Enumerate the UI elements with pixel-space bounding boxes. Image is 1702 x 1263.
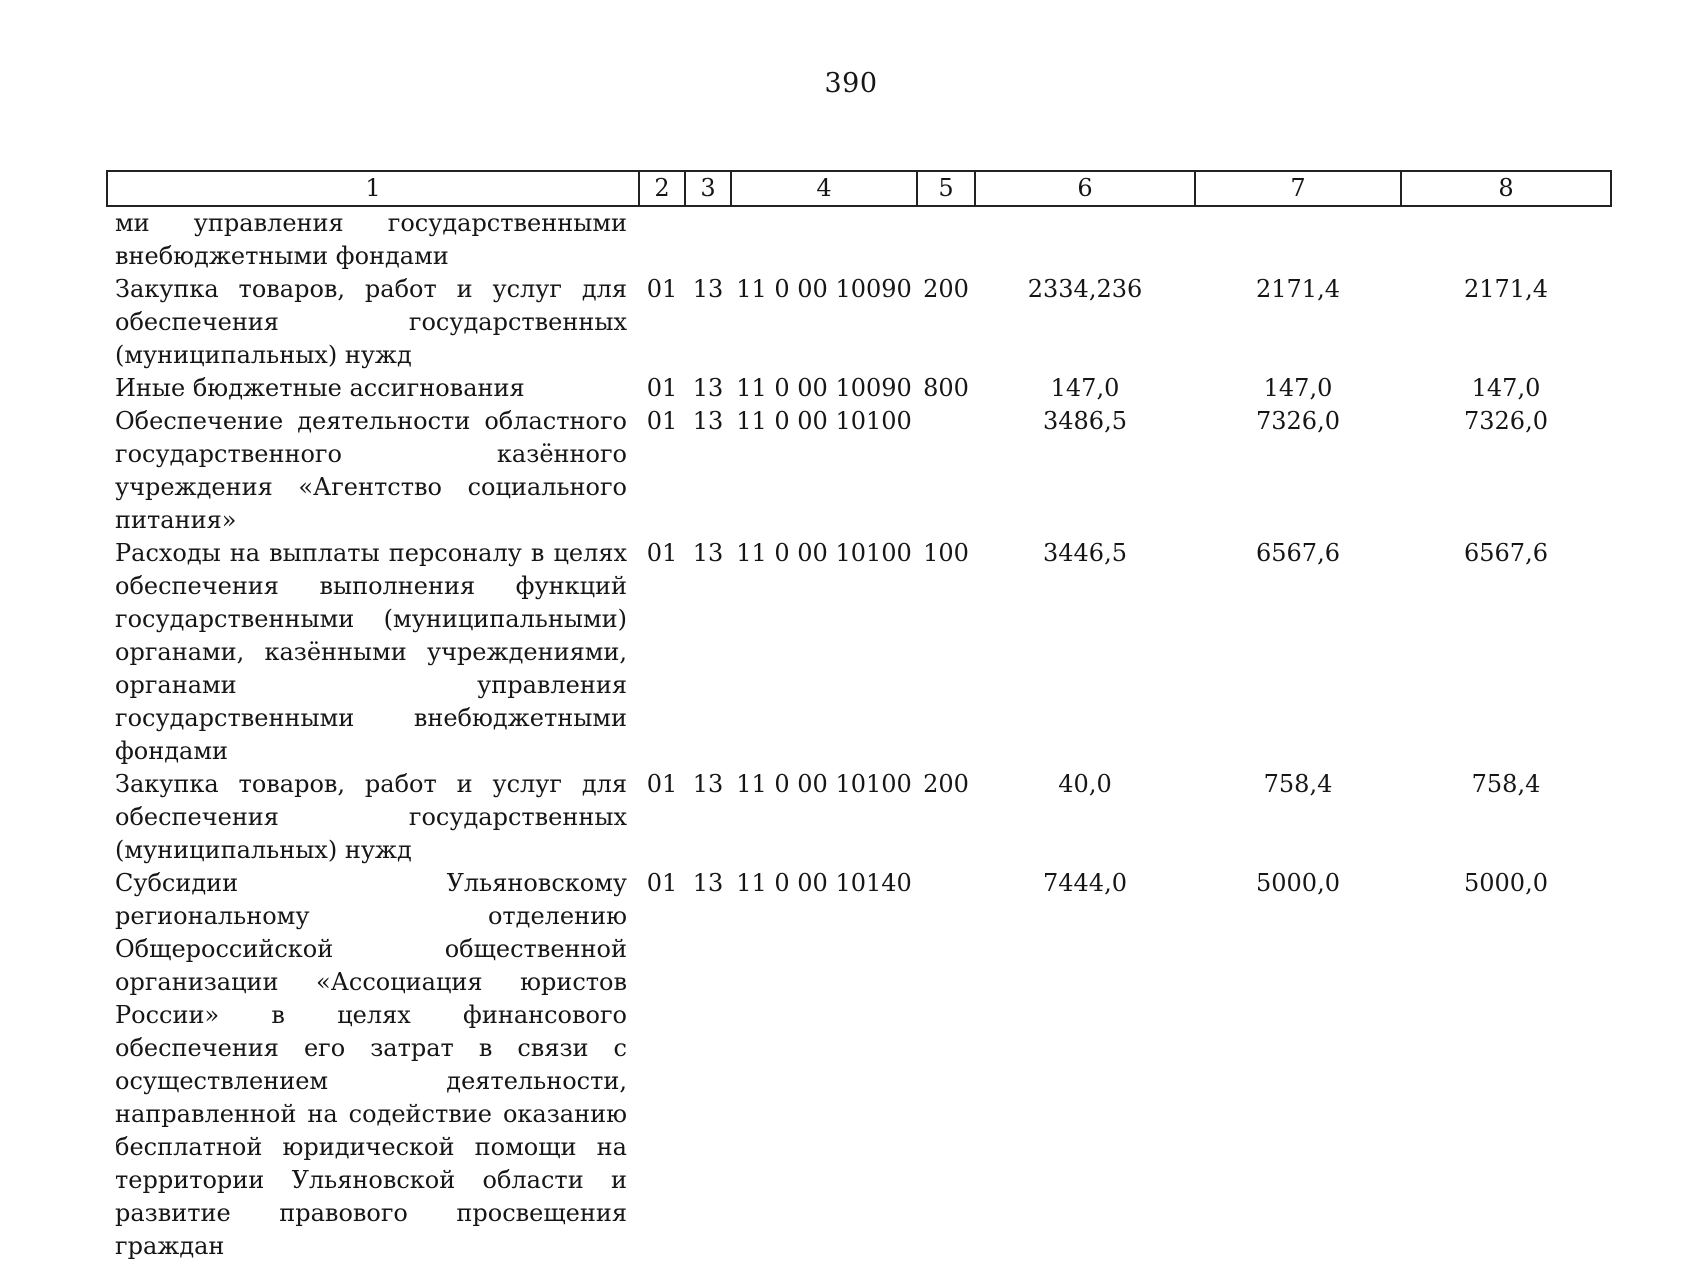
row-expense-type: 200 [923,275,969,303]
row-target-article: 11 0 00 10100 [736,770,912,798]
row-target-article: 11 0 00 10090 [736,374,912,402]
header-col-4: 4 [731,171,917,206]
page-number: 390 [824,68,878,99]
row-name: Закупка товаров, работ и услуг для обеспечения государственных (муниципальных) нужд [115,275,627,369]
row-target-article: 11 0 00 10100 [736,539,912,567]
row-value-7: 6567,6 [1256,539,1340,567]
table-body [107,206,1611,1263]
header-col-2: 2 [639,171,685,206]
row-expense-type [917,206,975,273]
row-value-6: 2334,236 [1027,275,1143,303]
table-row [107,537,1611,768]
row-expense-type [917,867,975,1263]
row-name: Расходы на выплаты персоналу в целях обеспечения выполнения функций государственными (муниципальными) органами, казёнными учреждениями, органами управления государственными внебюджетными фондами [115,539,627,765]
table-header [107,171,1611,206]
row-expense-type: 200 [923,770,969,798]
row-section: 01 [646,770,678,798]
row-section [639,206,685,273]
row-subsection: 13 [692,770,724,798]
table-row [107,206,1611,273]
header-col-6: 6 [975,171,1195,206]
row-subsection: 13 [692,539,724,567]
row-subsection: 13 [692,275,724,303]
row-value-6 [975,206,1195,273]
budget-table [106,170,1612,1263]
row-section: 01 [646,275,678,303]
row-value-7: 147,0 [1263,374,1333,402]
row-section: 01 [646,869,678,897]
row-subsection: 13 [692,869,724,897]
row-value-8: 5000,0 [1464,869,1548,897]
row-value-7: 758,4 [1263,770,1333,798]
row-value-7 [1195,206,1401,273]
row-value-8: 758,4 [1471,770,1541,798]
row-name: ми управления государственными внебюджетными фондами [115,209,627,270]
row-name: Субсидии Ульяновскому региональному отделению Общероссийской общественной организации «Ассоциация юристов России» в целях финансового обеспечения его затрат в связи с осуществлением деятельности, направленной на содействие оказанию бесплатной юридической помощи на территории Ульяновской области и развитие правового просвещения граждан [115,869,627,1260]
row-value-7: 2171,4 [1256,275,1340,303]
row-expense-type: 800 [923,374,969,402]
row-section: 01 [646,374,678,402]
table-row [107,372,1611,405]
row-target-article: 11 0 00 10090 [736,275,912,303]
row-target-article: 11 0 00 10100 [736,407,912,435]
row-value-6: 147,0 [1050,374,1120,402]
row-name: Обеспечение деятельности областного государственного казённого учреждения «Агентство социального питания» [115,407,627,534]
table-row [107,867,1611,1263]
header-row [107,171,1611,206]
row-expense-type [917,405,975,537]
row-expense-type: 100 [923,539,969,567]
row-subsection: 13 [692,374,724,402]
row-value-7: 7326,0 [1256,407,1340,435]
row-value-7: 5000,0 [1256,869,1340,897]
row-value-8: 147,0 [1471,374,1541,402]
row-value-6: 3486,5 [1043,407,1127,435]
row-value-8: 6567,6 [1464,539,1548,567]
row-target-article [731,206,917,273]
budget-table-container [106,170,1610,1263]
row-value-8: 7326,0 [1464,407,1548,435]
row-name: Иные бюджетные ассигнования [115,374,525,402]
row-value-6: 7444,0 [1043,869,1127,897]
table-row [107,273,1611,372]
row-section: 01 [646,539,678,567]
row-value-6: 3446,5 [1043,539,1127,567]
row-subsection: 13 [692,407,724,435]
row-value-8: 2171,4 [1464,275,1548,303]
header-col-8: 8 [1401,171,1611,206]
table-row [107,768,1611,867]
table-row [107,405,1611,537]
row-value-6: 40,0 [1058,770,1112,798]
header-col-1: 1 [107,171,639,206]
row-subsection [685,206,731,273]
header-col-3: 3 [685,171,731,206]
row-section: 01 [646,407,678,435]
row-name: Закупка товаров, работ и услуг для обеспечения государственных (муниципальных) нужд [115,770,627,864]
row-value-8 [1401,206,1611,273]
row-target-article: 11 0 00 10140 [736,869,912,897]
header-col-5: 5 [917,171,975,206]
header-col-7: 7 [1195,171,1401,206]
